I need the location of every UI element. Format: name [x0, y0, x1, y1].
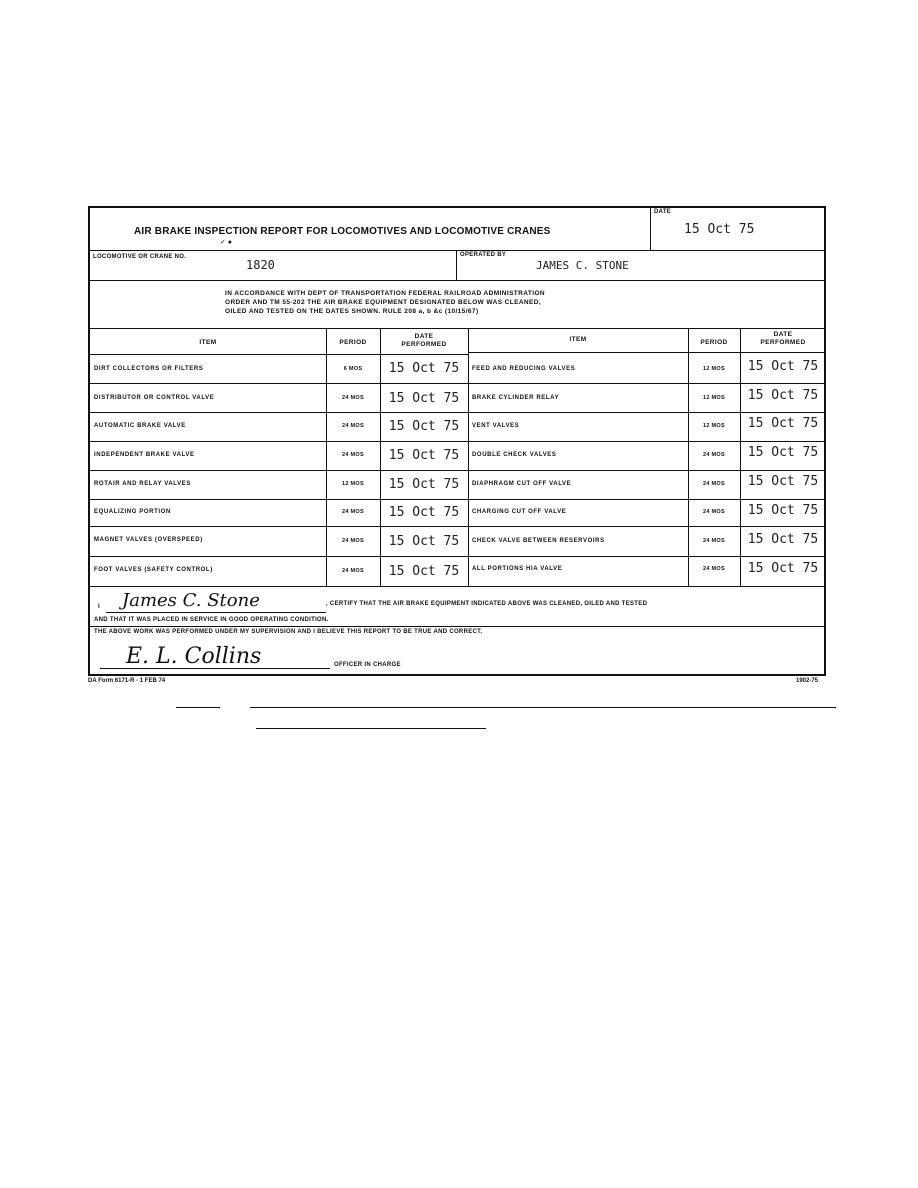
right-date-1: 15 Oct 75 — [747, 388, 819, 403]
header-item-left: ITEM — [199, 339, 217, 346]
right-date-7: 15 Oct 75 — [747, 561, 819, 576]
form-title: AIR BRAKE INSPECTION REPORT FOR LOCOMOTIVES AND LOCOMOTIVE CRANES — [134, 226, 551, 237]
left-item-1: DISTRIBUTOR OR CONTROL VALVE — [94, 395, 215, 401]
right-date-3: 15 Oct 75 — [747, 445, 819, 460]
left-date-5: 15 Oct 75 — [388, 505, 460, 520]
officer-label: OFFICER IN CHARGE — [334, 662, 401, 668]
left-date-1: 15 Oct 75 — [388, 391, 460, 406]
officer-signature: E. L. Collins — [126, 644, 262, 669]
left-period-2: 24 MOS — [342, 423, 364, 429]
left-item-0: DIRT COLLECTORS OR FILTERS — [94, 366, 204, 372]
right-item-5: CHARGING CUT OFF VALVE — [472, 509, 567, 515]
right-date-4: 15 Oct 75 — [747, 474, 819, 489]
header-item-right: ITEM — [569, 336, 587, 343]
header-period-right: PERIOD — [700, 339, 728, 346]
form-number: DA Form 6171-R - 1 FEB 74 — [88, 678, 166, 684]
right-period-1: 12 MOS — [703, 395, 725, 401]
certify-signature: James C. Stone — [122, 590, 260, 611]
left-item-3: INDEPENDENT BRAKE VALVE — [94, 452, 195, 458]
right-period-2: 12 MOS — [703, 423, 725, 429]
right-date-6: 15 Oct 75 — [747, 532, 819, 547]
supervision-text: THE ABOVE WORK WAS PERFORMED UNDER MY SUPERVISION AND I BELIEVE THIS REPORT TO BE TRUE AND CORRECT. — [94, 629, 483, 635]
certify-prefix: I — [98, 604, 100, 610]
right-item-1: BRAKE CYLINDER RELAY — [472, 395, 560, 401]
inspection-report-form — [88, 206, 826, 676]
left-date-7: 15 Oct 75 — [388, 564, 460, 579]
right-date-2: 15 Oct 75 — [747, 416, 819, 431]
notice-line-1: IN ACCORDANCE WITH DEPT OF TRANSPORTATION FEDERAL RAILROAD ADMINISTRATION — [225, 290, 546, 297]
left-period-3: 24 MOS — [342, 452, 364, 458]
header-date-right-line1: DATE — [773, 331, 793, 338]
form-code: 1902-75 — [796, 678, 819, 684]
left-period-1: 24 MOS — [342, 395, 364, 401]
right-item-3: DOUBLE CHECK VALVES — [472, 452, 557, 458]
left-date-3: 15 Oct 75 — [388, 448, 460, 463]
left-item-5: EQUALIZING PORTION — [94, 509, 171, 515]
locomotive-label: LOCOMOTIVE OR CRANE NO. — [93, 254, 187, 260]
header-date-left-line2: PERFORMED — [401, 341, 447, 348]
rule-long — [250, 707, 836, 708]
right-item-2: VENT VALVES — [472, 423, 520, 429]
right-period-6: 24 MOS — [703, 538, 725, 544]
certify-text: , CERTIFY THAT THE AIR BRAKE EQUIPMENT INDICATED ABOVE WAS CLEANED, OILED AND TESTED — [326, 601, 648, 607]
left-date-2: 15 Oct 75 — [388, 419, 460, 434]
right-date-5: 15 Oct 75 — [747, 503, 819, 518]
right-item-0: FEED AND REDUCING VALVES — [472, 366, 576, 372]
header-period-left: PERIOD — [339, 339, 367, 346]
locomotive-number: 1820 — [246, 258, 275, 272]
title-mark: ✓ ● — [220, 239, 233, 246]
report-date: 15 Oct 75 — [684, 222, 755, 237]
notice-line-3: OILED AND TESTED ON THE DATES SHOWN. RULE 208 a, b &c (10/15/67) — [225, 308, 479, 315]
left-date-6: 15 Oct 75 — [388, 534, 460, 549]
right-item-4: DIAPHRAGM CUT OFF VALVE — [472, 481, 572, 487]
rule-short — [176, 707, 220, 708]
left-date-4: 15 Oct 75 — [388, 477, 460, 492]
left-item-4: ROTAIR AND RELAY VALVES — [94, 481, 191, 487]
operated-by-label: OPERATED BY — [460, 252, 507, 258]
right-item-7: ALL PORTIONS HIA VALVE — [472, 566, 563, 572]
operator-name: JAMES C. STONE — [536, 259, 629, 272]
right-period-0: 12 MOS — [703, 366, 725, 372]
right-period-5: 24 MOS — [703, 509, 725, 515]
header-date-right — [740, 331, 826, 347]
left-item-2: AUTOMATIC BRAKE VALVE — [94, 423, 186, 429]
left-date-0: 15 Oct 75 — [388, 361, 460, 376]
right-period-4: 24 MOS — [703, 481, 725, 487]
right-period-7: 24 MOS — [703, 566, 725, 572]
rule-second — [256, 728, 486, 729]
header-date-left — [380, 333, 468, 349]
left-period-7: 24 MOS — [342, 568, 364, 574]
date-label: DATE — [654, 209, 672, 215]
left-period-0: 6 MOS — [343, 366, 363, 372]
left-item-7: FOOT VALVES (SAFETY CONTROL) — [94, 567, 213, 573]
left-period-5: 24 MOS — [342, 509, 364, 515]
certify-text-2: AND THAT IT WAS PLACED IN SERVICE IN GOOD OPERATING CONDITION. — [94, 617, 329, 623]
right-period-3: 24 MOS — [703, 452, 725, 458]
header-date-right-line2: PERFORMED — [760, 339, 806, 346]
right-date-0: 15 Oct 75 — [747, 359, 819, 374]
right-item-6: CHECK VALVE BETWEEN RESERVOIRS — [472, 538, 605, 544]
left-item-6: MAGNET VALVES (OVERSPEED) — [94, 537, 203, 543]
left-period-6: 24 MOS — [342, 538, 364, 544]
header-date-left-line1: DATE — [414, 333, 434, 340]
notice-line-2: ORDER AND TM 55-202 THE AIR BRAKE EQUIPMENT DESIGNATED BELOW WAS CLEANED, — [225, 299, 542, 306]
left-period-4: 12 MOS — [342, 481, 364, 487]
